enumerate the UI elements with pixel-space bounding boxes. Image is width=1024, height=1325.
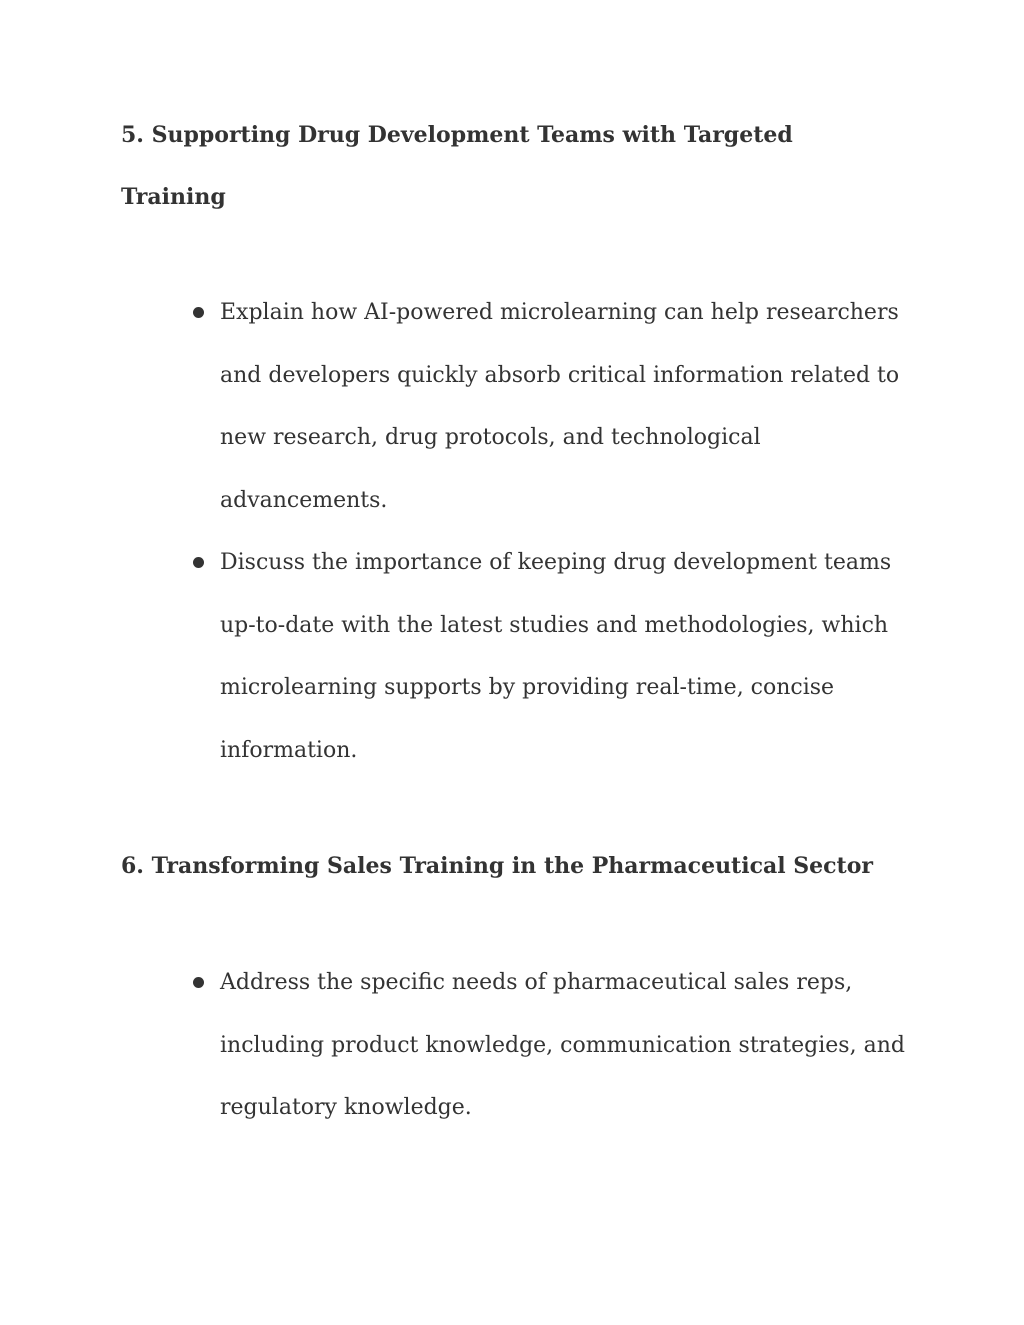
bullet-list (0, 952, 905, 1140)
bullet-icon (193, 977, 204, 988)
bullet-text-line: advancements. (220, 487, 388, 513)
bullet-text-line: including product knowledge, communication strategies, and (220, 1032, 905, 1058)
bullet-icon (193, 557, 204, 568)
bullet-icon (193, 307, 204, 318)
bullet-text-line: Address the specific needs of pharmaceutical sales reps, (220, 970, 853, 995)
section-heading-line: 6. Transforming Sales Training in the Pharmaceutical Sector (121, 853, 873, 879)
section-heading (121, 104, 793, 228)
section-heading-line: Training (121, 184, 226, 210)
list-item (0, 532, 899, 782)
bullet-text-line: regulatory knowledge. (220, 1095, 472, 1120)
bullet-text-line: up-to-date with the latest studies and methodologies, which (220, 612, 889, 638)
bullet-text-line: Explain how AI-powered microlearning can help researchers (220, 300, 899, 325)
list-item (0, 282, 899, 532)
list-item (0, 952, 905, 1140)
section-heading (121, 835, 873, 897)
section-heading-line: 5. Supporting Drug Development Teams with Targeted (121, 122, 793, 148)
bullet-text-line: information. (220, 737, 358, 763)
bullet-list (0, 282, 899, 782)
bullet-text-line: Discuss the importance of keeping drug development teams (220, 550, 892, 575)
bullet-text-line: microlearning supports by providing real-time, concise (220, 675, 835, 700)
bullet-text-line: new research, drug protocols, and technological (220, 425, 761, 450)
bullet-text-line: and developers quickly absorb critical information related to (220, 362, 900, 388)
